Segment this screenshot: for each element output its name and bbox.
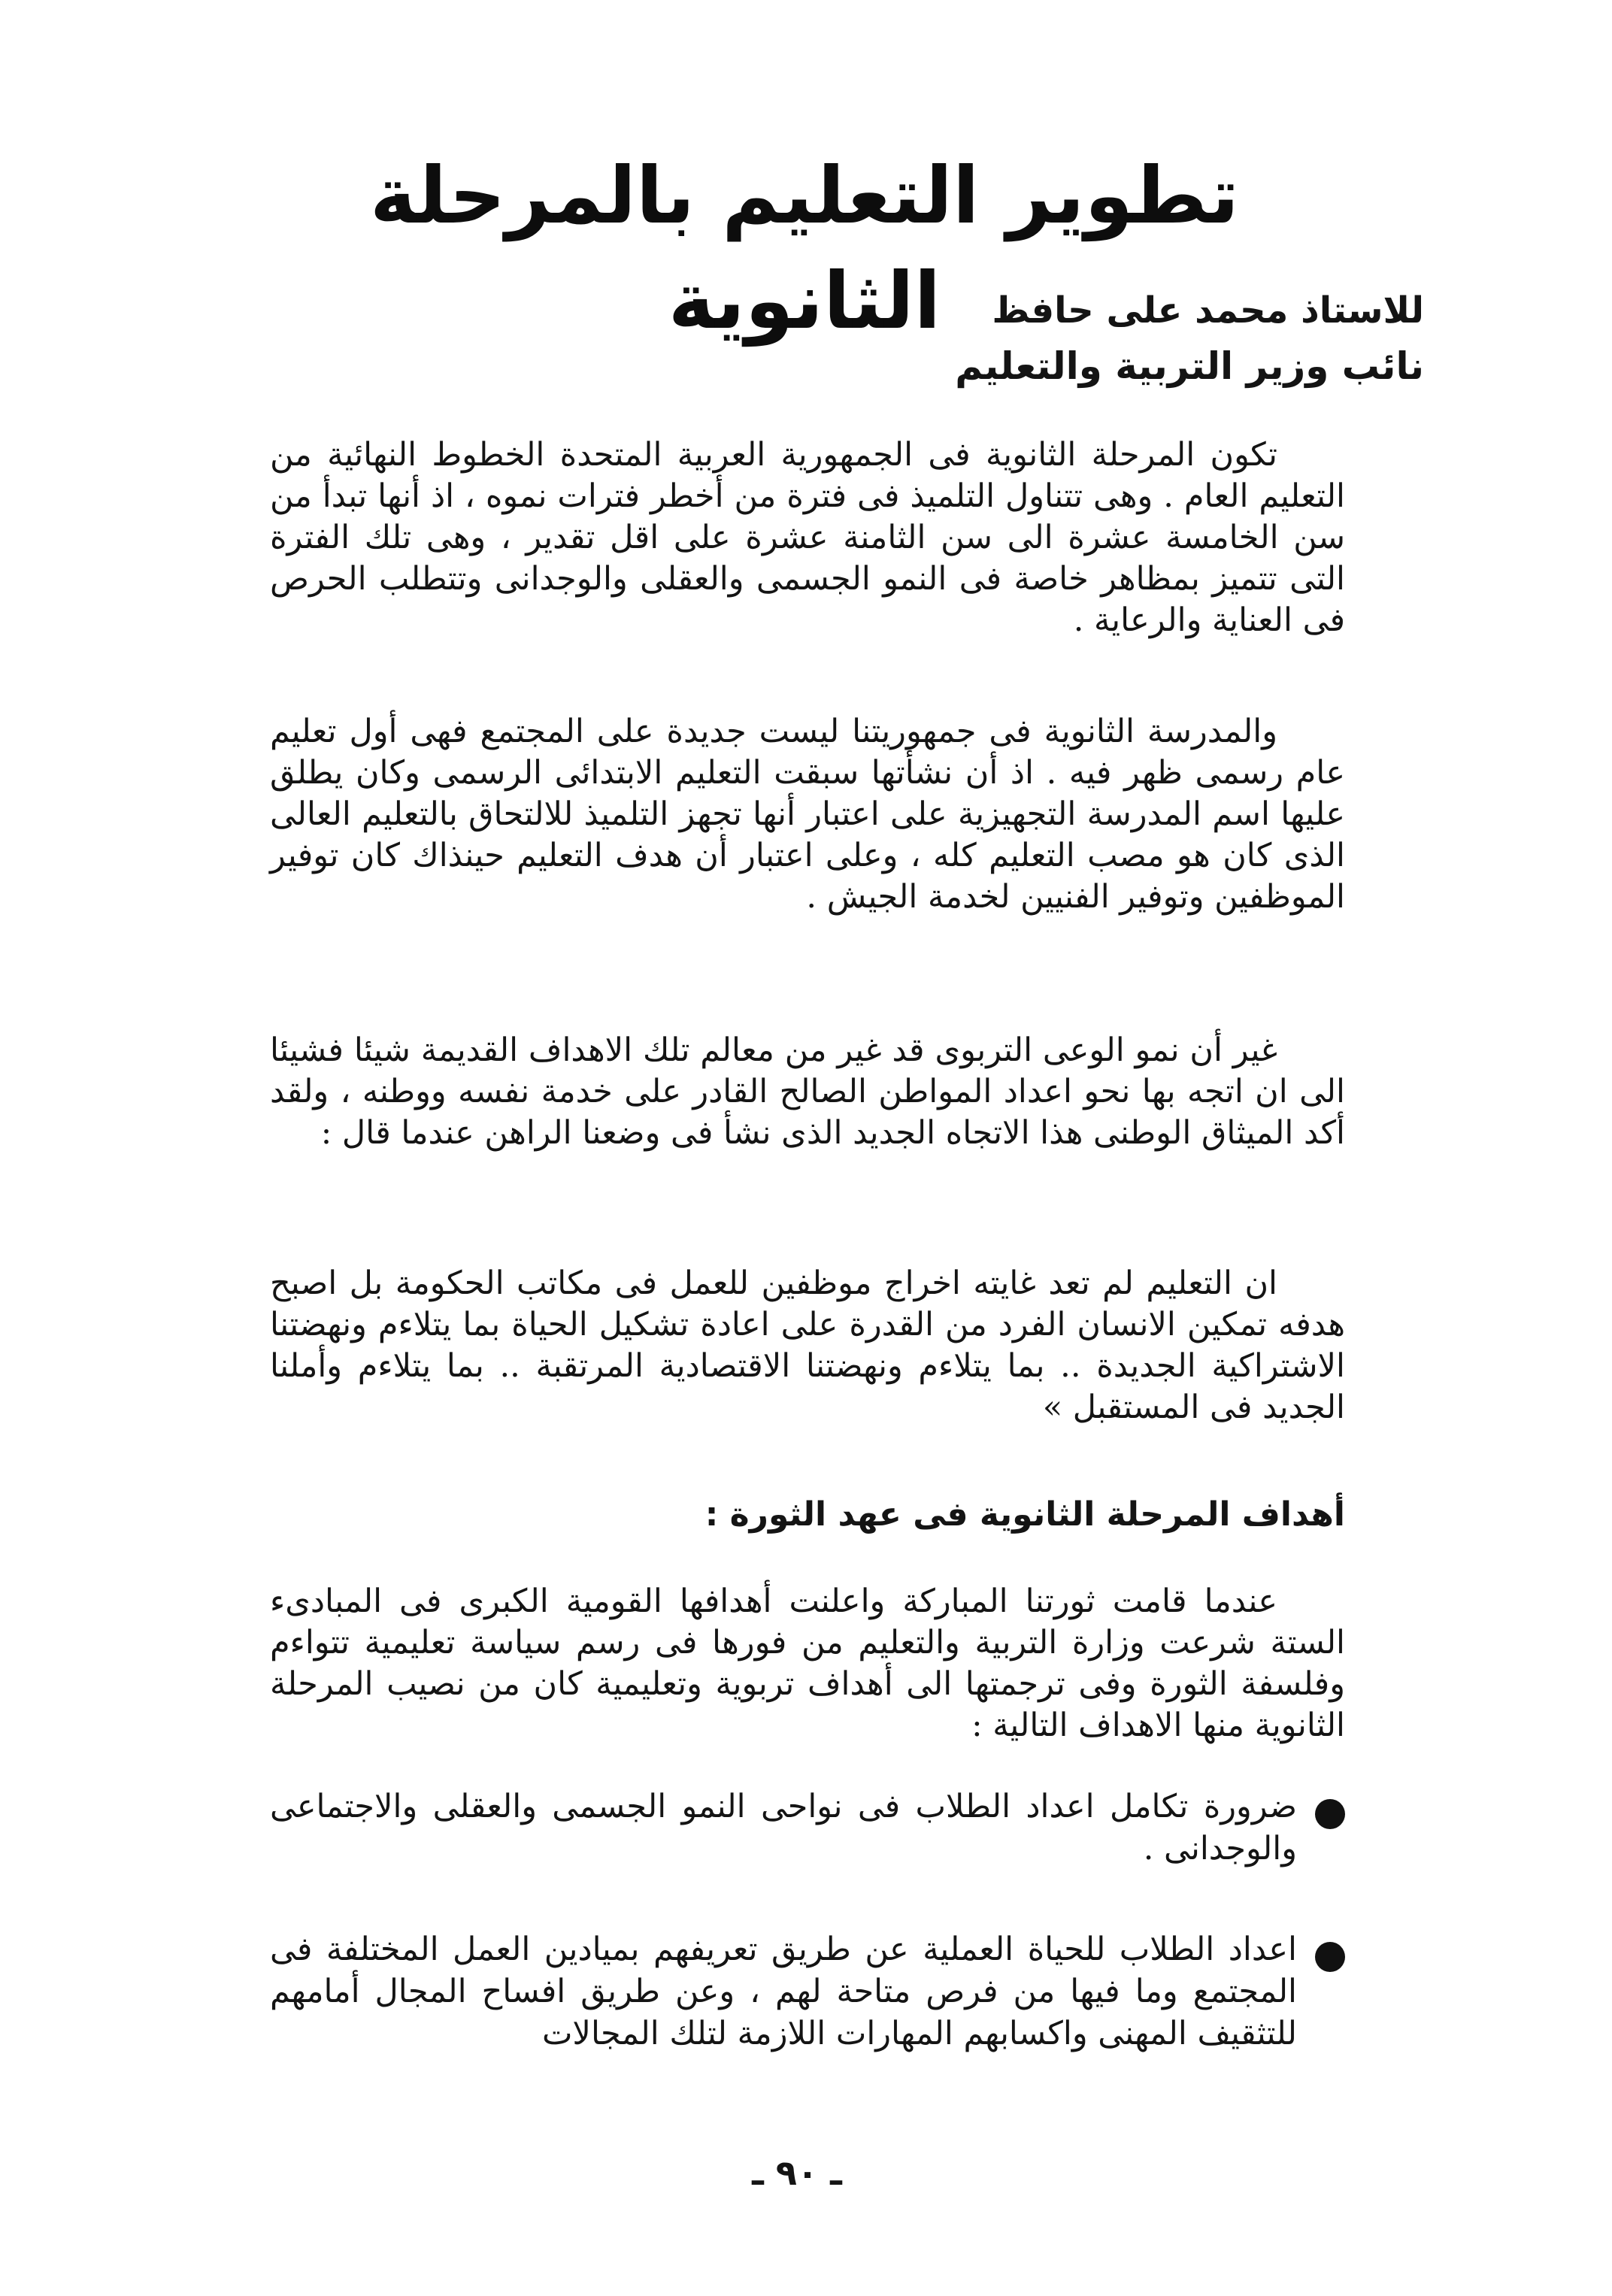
- paragraph-history: والمدرسة الثانوية فى جمهوريتنا ليست جديدة على المجتمع فهى أول تعليم عام رسمى ظهر فيه . اذ أن نشأتها سبقت التعليم الابتدائى الرسمى وكان يطلق عليها اسم المدرسة التجهيزية على اعتبار أنها تجهز التلميذ للالتحاق بالتعليم العالى الذى كان هو مصب التعليم كله ، وعلى اعتبار أن هدف التعليم حينذاك كان توفير الموظفين وتوفير الفنيين لخدمة الجيش .: [270, 713, 1345, 916]
- section-heading: أهداف المرحلة الثانوية فى عهد الثورة :: [704, 1495, 1345, 1534]
- list-item: [270, 1786, 1345, 1870]
- list-item-text: اعداد الطلاب للحياة العملية عن طريق تعريفهم بميادين العمل المختلفة فى المجتمع وما فيها من فرص متاحة لهم ، وعن طريق افساح المجال أمامهم للتثقيف المهنى واكسابهم المهارات اللازمة لتلك المجالات: [270, 1931, 1297, 2052]
- list-item: [270, 1928, 1345, 2055]
- page-number: ـ ٩٠ ـ: [752, 2152, 842, 2193]
- author-name: للاستاذ محمد على حافظ: [992, 289, 1424, 332]
- article-title: تطوير التعليم بالمرحلة الثانوية: [369, 150, 1240, 347]
- paragraph-charter-quote: ان التعليم لم تعد غايته اخراج موظفين للعمل فى مكاتب الحكومة بل اصبح هدفه تمكين الانسان الفرد من القدرة على اعادة تشكيل الحياة بما يتلاءم ونهضتنا الاشتراكية الجديدة .. بما يتلاءم ونهضتنا الاقتصادية المرتقبة .. بما يتلاءم وأملنا الجديد فى المستقبل »: [270, 1265, 1345, 1426]
- paragraph-intro: تكون المرحلة الثانوية فى الجمهورية العربية المتحدة الخطوط النهائية من التعليم العام . وهى تتناول التلميذ فى فترة من أخطر فترات نموه ، اذ أنها تبدأ من سن الخامسة عشرة الى سن الثامنة عشرة على اقل تقدير ، وهى تلك الفترة التى تتميز بمظاهر خاصة فى النمو الجسمى والعقلى والوجدانى وتتطلب الحرص فى العناية والرعاية .: [270, 436, 1345, 639]
- author-role: نائب وزير التربية والتعليم: [955, 344, 1424, 388]
- bullet-icon: [1315, 1942, 1345, 1972]
- paragraph-awareness: غير أن نمو الوعى التربوى قد غير من معالم تلك الاهداف القديمة شيئا فشيئا الى ان اتجه بها نحو اعداد المواطن الصالح القادر على خدمة نفسه ووطنه ، ولقد أكد الميثاق الوطنى هذا الاتجاه الجديد الذى نشأ فى وضعنا الراهن عندما قال :: [270, 1031, 1345, 1152]
- paragraph-revolution-goals: عندما قامت ثورتنا المباركة واعلنت أهدافها القومية الكبرى فى المبادىء الستة شرعت وزارة التربية والتعليم من فورها فى رسم سياسة تعليمية تتواءم وفلسفة الثورة وفى ترجمتها الى أهداف تربوية وتعليمية كان من نصيب المرحلة الثانوية منها الاهداف التالية :: [270, 1583, 1345, 1744]
- list-item-text: ضرورة تكامل اعداد الطلاب فى نواحى النمو الجسمى والعقلى والاجتماعى والوجدانى .: [270, 1788, 1297, 1867]
- author-block: [747, 284, 1424, 395]
- bullet-icon: [1315, 1799, 1345, 1829]
